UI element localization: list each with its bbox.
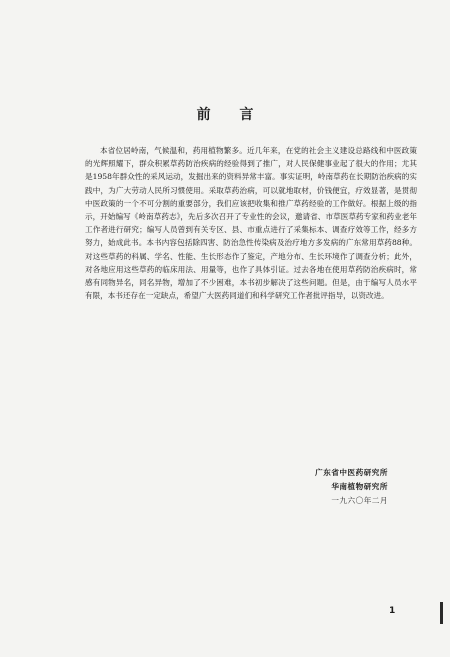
signature-org-1: 广东省中医药研究所 — [315, 468, 388, 477]
preface-paragraph: 本省位居岭南，气候温和，药用植物繁多。近几年来，在党的社会主义建设总路线和中医政策的光辉照耀下，群众积累草药防治疾病的经验得到了推广，对人民保健事业起了很大的作用；尤其是1958年群众性的采风运动，发掘出来的资料异常丰富。事实证明，岭南草药在长期防治疾病的实践中，为广大劳动人民所习惯使用。采取草药治病，可以就地取材，价钱便宜，疗效显著，是贯彻中医政策的一个不可分割的重要部分，我们应该把收集和推广草药经验的工作做好。根据上级的指示，开始编写《岭南草药志》，先后多次召开了专业性的会议，邀请省、市草医草药专家和药业老年工作者进行研究；编写人员曾到有关专区、县、市重点进行了采集标本、调查疗效等工作，经多方努力，始成此书。本书内容包括除四害、防治急性传染病及治疗地方多发病的广东常用草药88种。对这些草药的科属、学名、性能、生长形态作了鉴定，产地分布、生长环境作了调查分析；此外，对各地应用这些草药的临床用法、用量等，也作了具体引证。过去各地在使用草药防治疾病时，常感有同物异名，同名异物，增加了不少困难，本书初步解决了这些问题。但是，由于编写人员水平有限，本书还存在一定缺点，希望广大医药同道们和科学研究工作者批评指导，以资改进。 — [85, 146, 417, 301]
page-title: 前 言 — [196, 107, 266, 123]
preface-body — [85, 144, 417, 302]
binding-edge-mark — [440, 602, 443, 624]
signature-org-2: 华南植物研究所 — [331, 482, 388, 491]
signature-date: 一九六〇年二月 — [331, 496, 388, 505]
page-number: 1 — [389, 606, 396, 616]
signature-block — [258, 466, 388, 508]
